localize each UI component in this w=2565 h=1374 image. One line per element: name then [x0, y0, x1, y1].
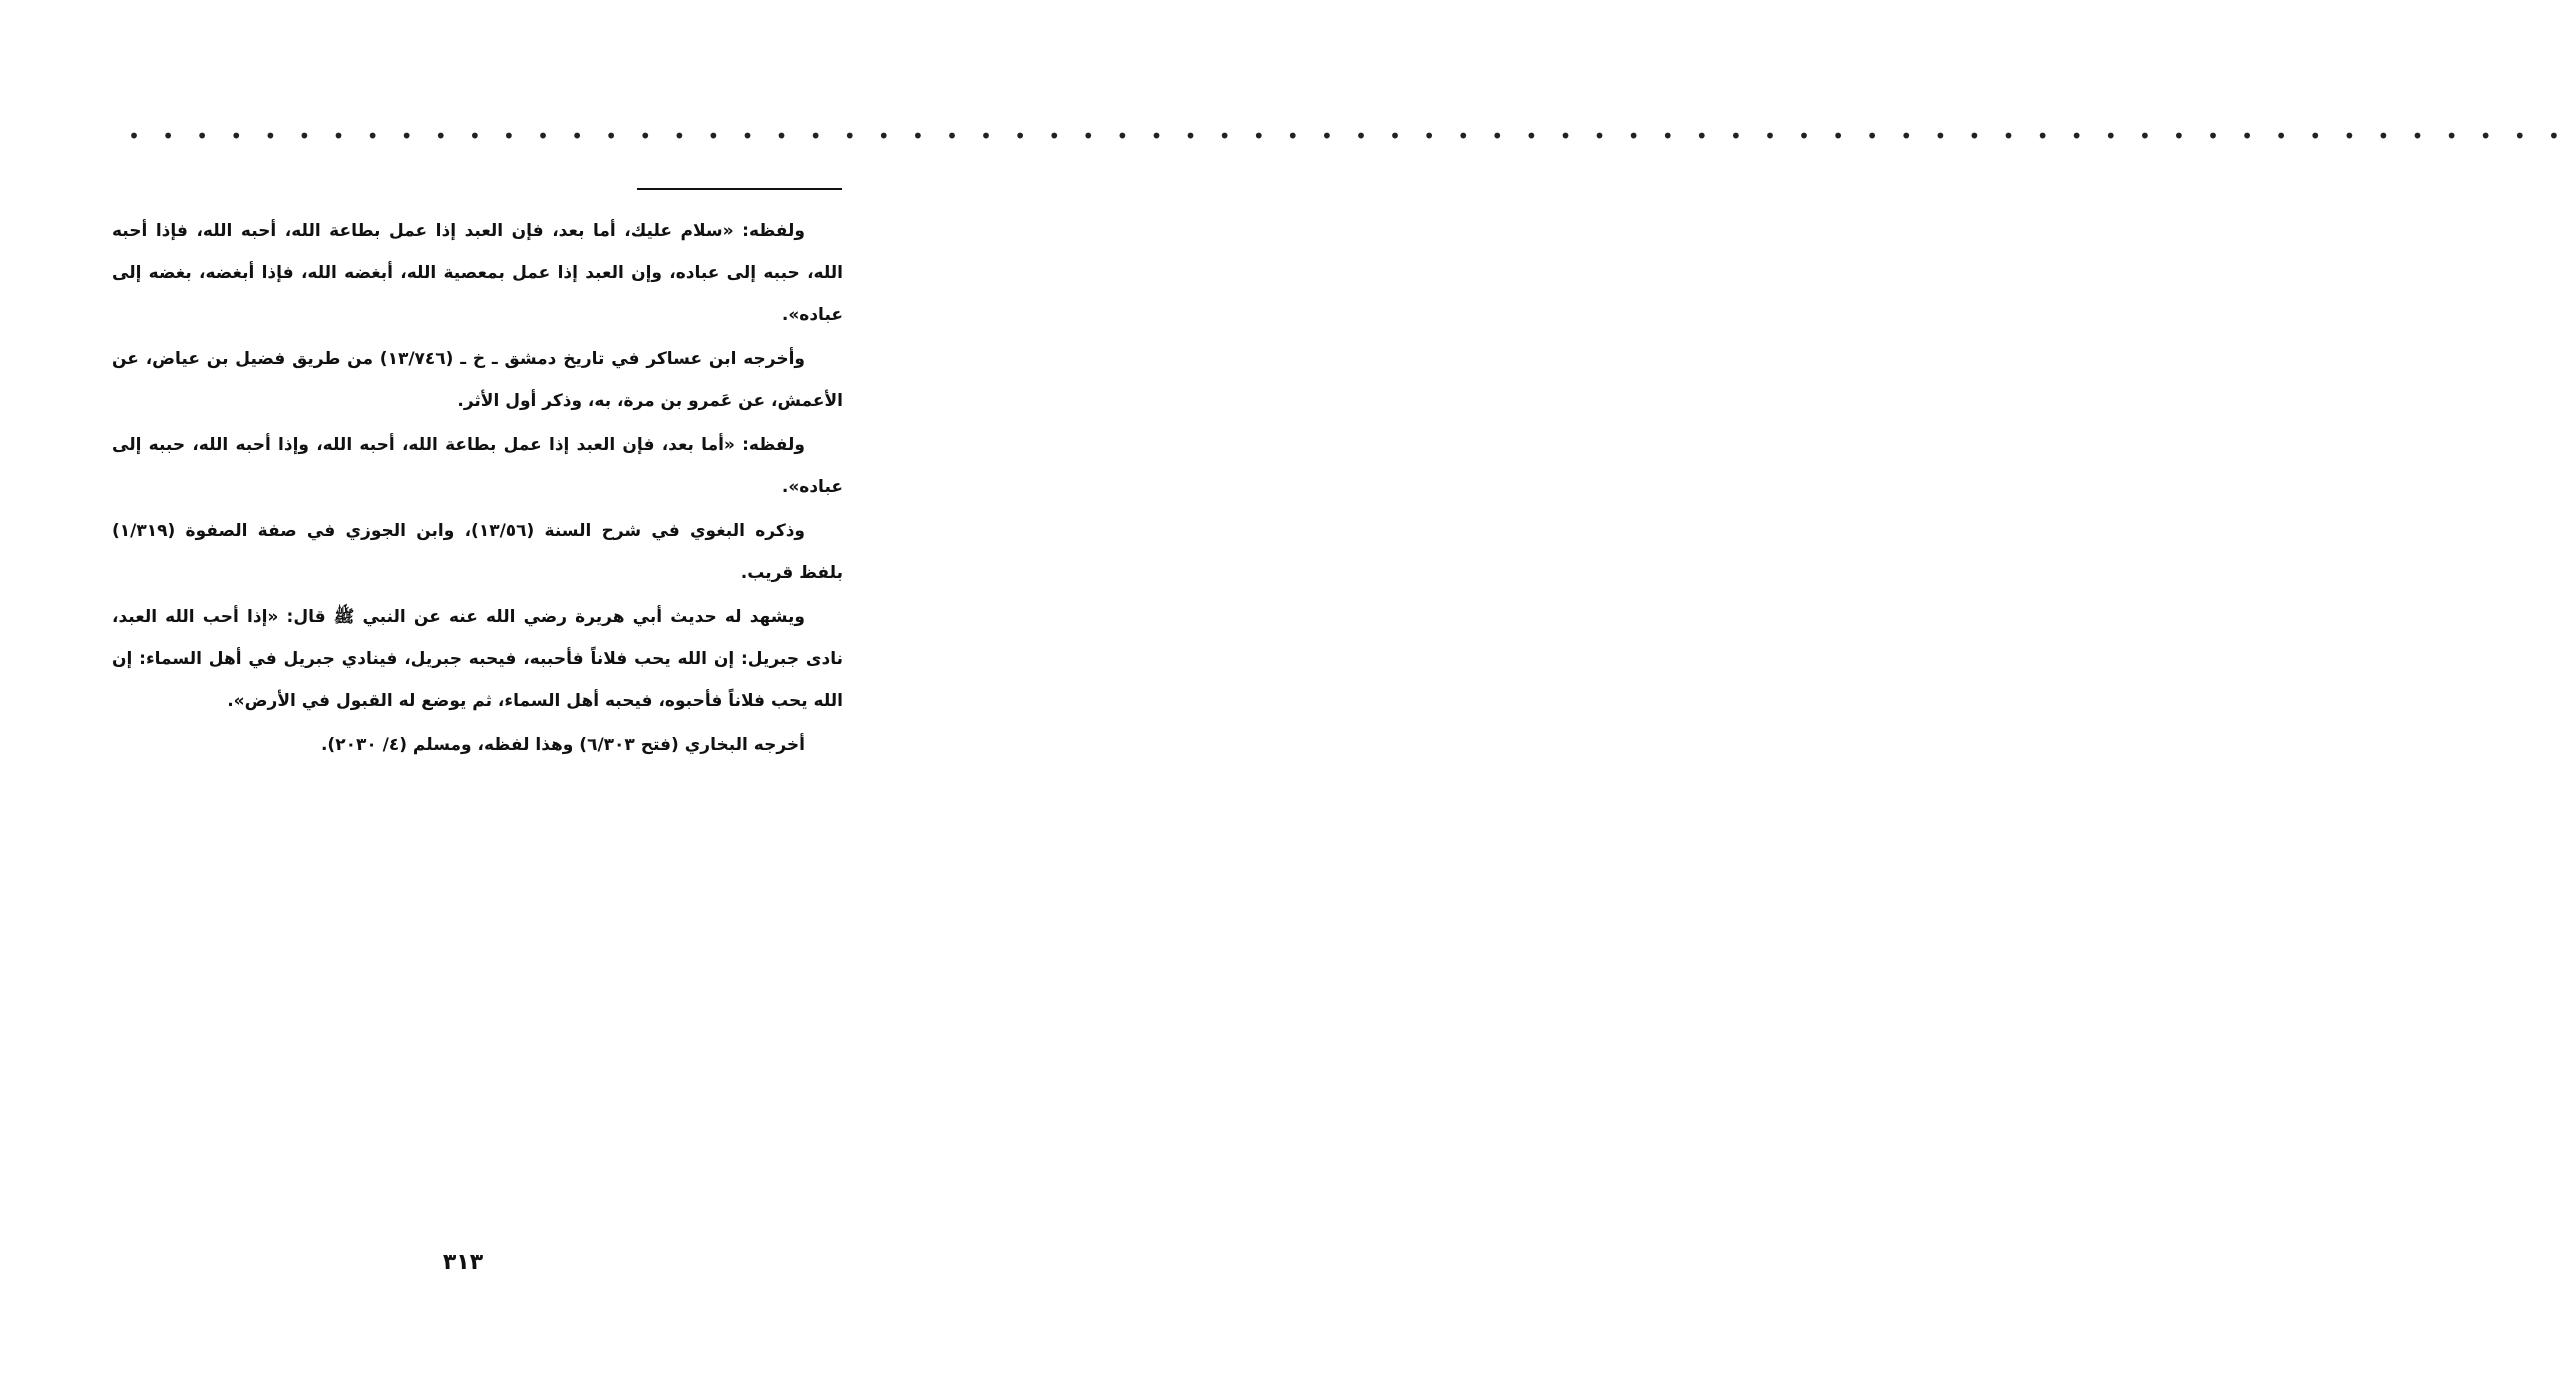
paragraph-1: ولفظه: «سلام عليك، أما بعد، فإن العبد إذا عمل بطاعة الله، أحبه الله، فإذا أحبه الله، حببه إلى عباده، وإن العبد إذا عمل بمعصية الله، أبغضه الله، فإذا أبغضه، بغضه إلى عباده». [112, 221, 843, 325]
footnote-rule [637, 188, 842, 190]
dotted-separator: • • • • • • • • • • • • • • • • • • • • • • • • • • • • • • • • • • • • • • • • • • • • • • • • • • • • • • • • • • • • • • • • • • • • • • • • [128, 124, 2565, 148]
paragraph-4: وذكره البغوي في شرح السنة (١٣/٥٦)، وابن الجوزي في صفة الصفوة (١/٣١٩) بلفظ قريب. [112, 521, 843, 583]
paragraph-5: ويشهد له حديث أبي هريرة رضي الله عنه عن النبي ﷺ قال: «إذا أحب الله العبد، نادى جبريل: إن الله يحب فلاناً فأحببه، فيحبه جبريل، فينادي جبريل في أهل السماء: إن الله يحب فلاناً فأحبوه، فيحبه أهل السماء، ثم يوضع له القبول في الأرض». [112, 607, 843, 711]
paragraph-6: أخرجه البخاري (فتح ٦/٣٠٣) وهذا لفظه، ومسلم (٤/ ٢٠٣٠). [320, 735, 805, 755]
paragraph-2: وأخرجه ابن عساكر في تاريخ دمشق ـ خ ـ (١٣/٧٤٦) من طريق فضيل بن عياض، عن الأعمش، عن عَمرو بن مرة، به، وذكر أول الأثر. [112, 349, 843, 411]
page-number: ٣١٣ [442, 1250, 484, 1275]
footnote-text [112, 210, 843, 768]
paragraph-3: ولفظه: «أما بعد، فإن العبد إذا عمل بطاعة الله، أحبه الله، وإذا أحبه الله، حببه إلى عباده». [112, 435, 843, 497]
